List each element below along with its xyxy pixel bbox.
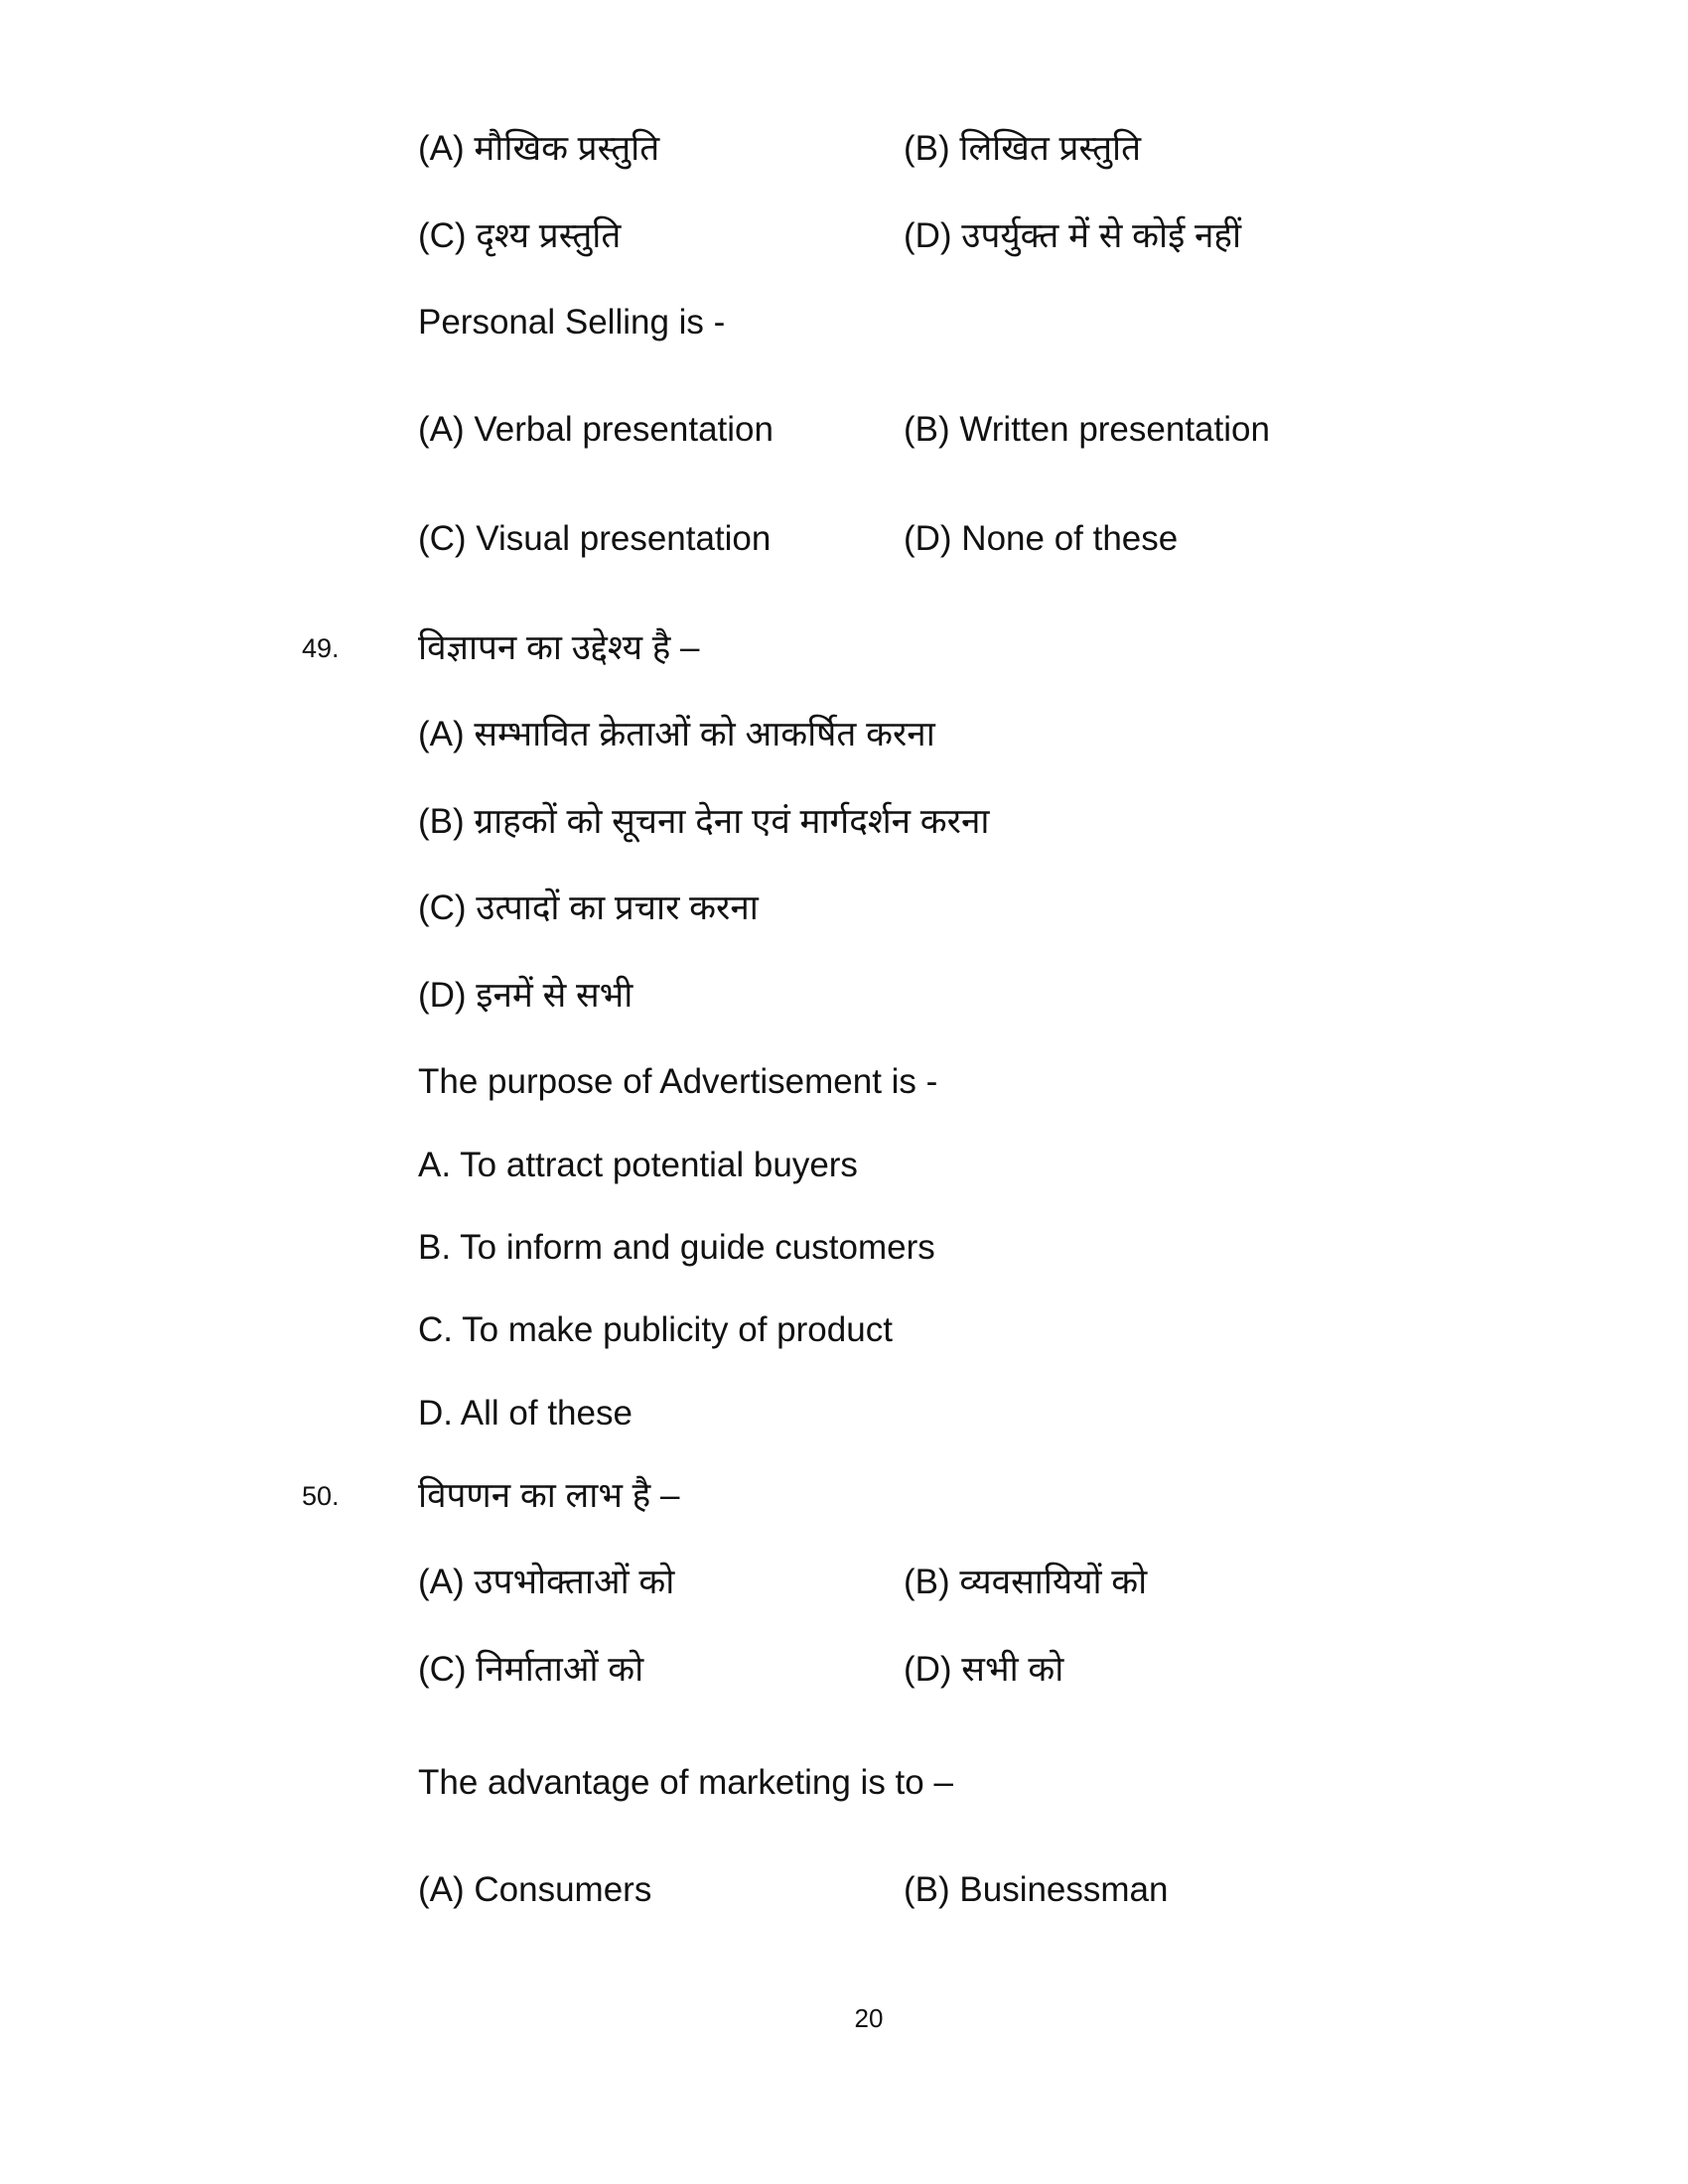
- option-d-english: (D) None of these: [904, 519, 1179, 558]
- option-c-hindi: (C) उत्पादों का प्रचार करना: [418, 888, 759, 927]
- option-b-english: B. To inform and guide customers: [418, 1228, 935, 1267]
- option-d-hindi: (D) इनमें से सभी: [418, 976, 633, 1015]
- option-b-english: (B) Businessman: [904, 1870, 1169, 1909]
- option-d-hindi: (D) सभी को: [904, 1650, 1064, 1689]
- option-d-hindi: (D) उपर्युक्त में से कोई नहीं: [904, 216, 1242, 255]
- option-b-hindi: (B) लिखित प्रस्तुति: [904, 129, 1142, 168]
- option-b-hindi: (B) व्यवसायियों को: [904, 1563, 1148, 1601]
- page-number: 20: [854, 2003, 884, 2033]
- option-c-hindi: (C) दृश्य प्रस्तुति: [418, 216, 622, 255]
- question-hindi: विज्ञापन का उद्देश्य है –: [418, 628, 700, 667]
- option-a-hindi: (A) सम्भावित क्रेताओं को आकर्षित करना: [418, 715, 935, 753]
- option-c-english: (C) Visual presentation: [418, 519, 772, 558]
- option-a-hindi: (A) उपभोक्ताओं को: [418, 1563, 675, 1601]
- question-english: Personal Selling is -: [418, 303, 726, 341]
- option-a-hindi: (A) मौखिक प्रस्तुति: [418, 129, 660, 168]
- option-c-hindi: (C) निर्माताओं को: [418, 1650, 644, 1689]
- question-number: 49.: [302, 633, 340, 663]
- option-b-english: (B) Written presentation: [904, 410, 1270, 449]
- option-d-english: D. All of these: [418, 1394, 633, 1433]
- option-a-english: A. To attract potential buyers: [418, 1146, 858, 1184]
- option-a-english: (A) Verbal presentation: [418, 410, 774, 449]
- question-hindi: विपणन का लाभ है –: [418, 1476, 680, 1515]
- option-a-english: (A) Consumers: [418, 1870, 652, 1909]
- question-english: The advantage of marketing is to –: [418, 1763, 953, 1802]
- option-c-english: C. To make publicity of product: [418, 1310, 893, 1349]
- option-b-hindi: (B) ग्राहकों को सूचना देना एवं मार्गदर्शन करना: [418, 802, 990, 841]
- question-number: 50.: [302, 1481, 340, 1511]
- question-english: The purpose of Advertisement is -: [418, 1062, 938, 1101]
